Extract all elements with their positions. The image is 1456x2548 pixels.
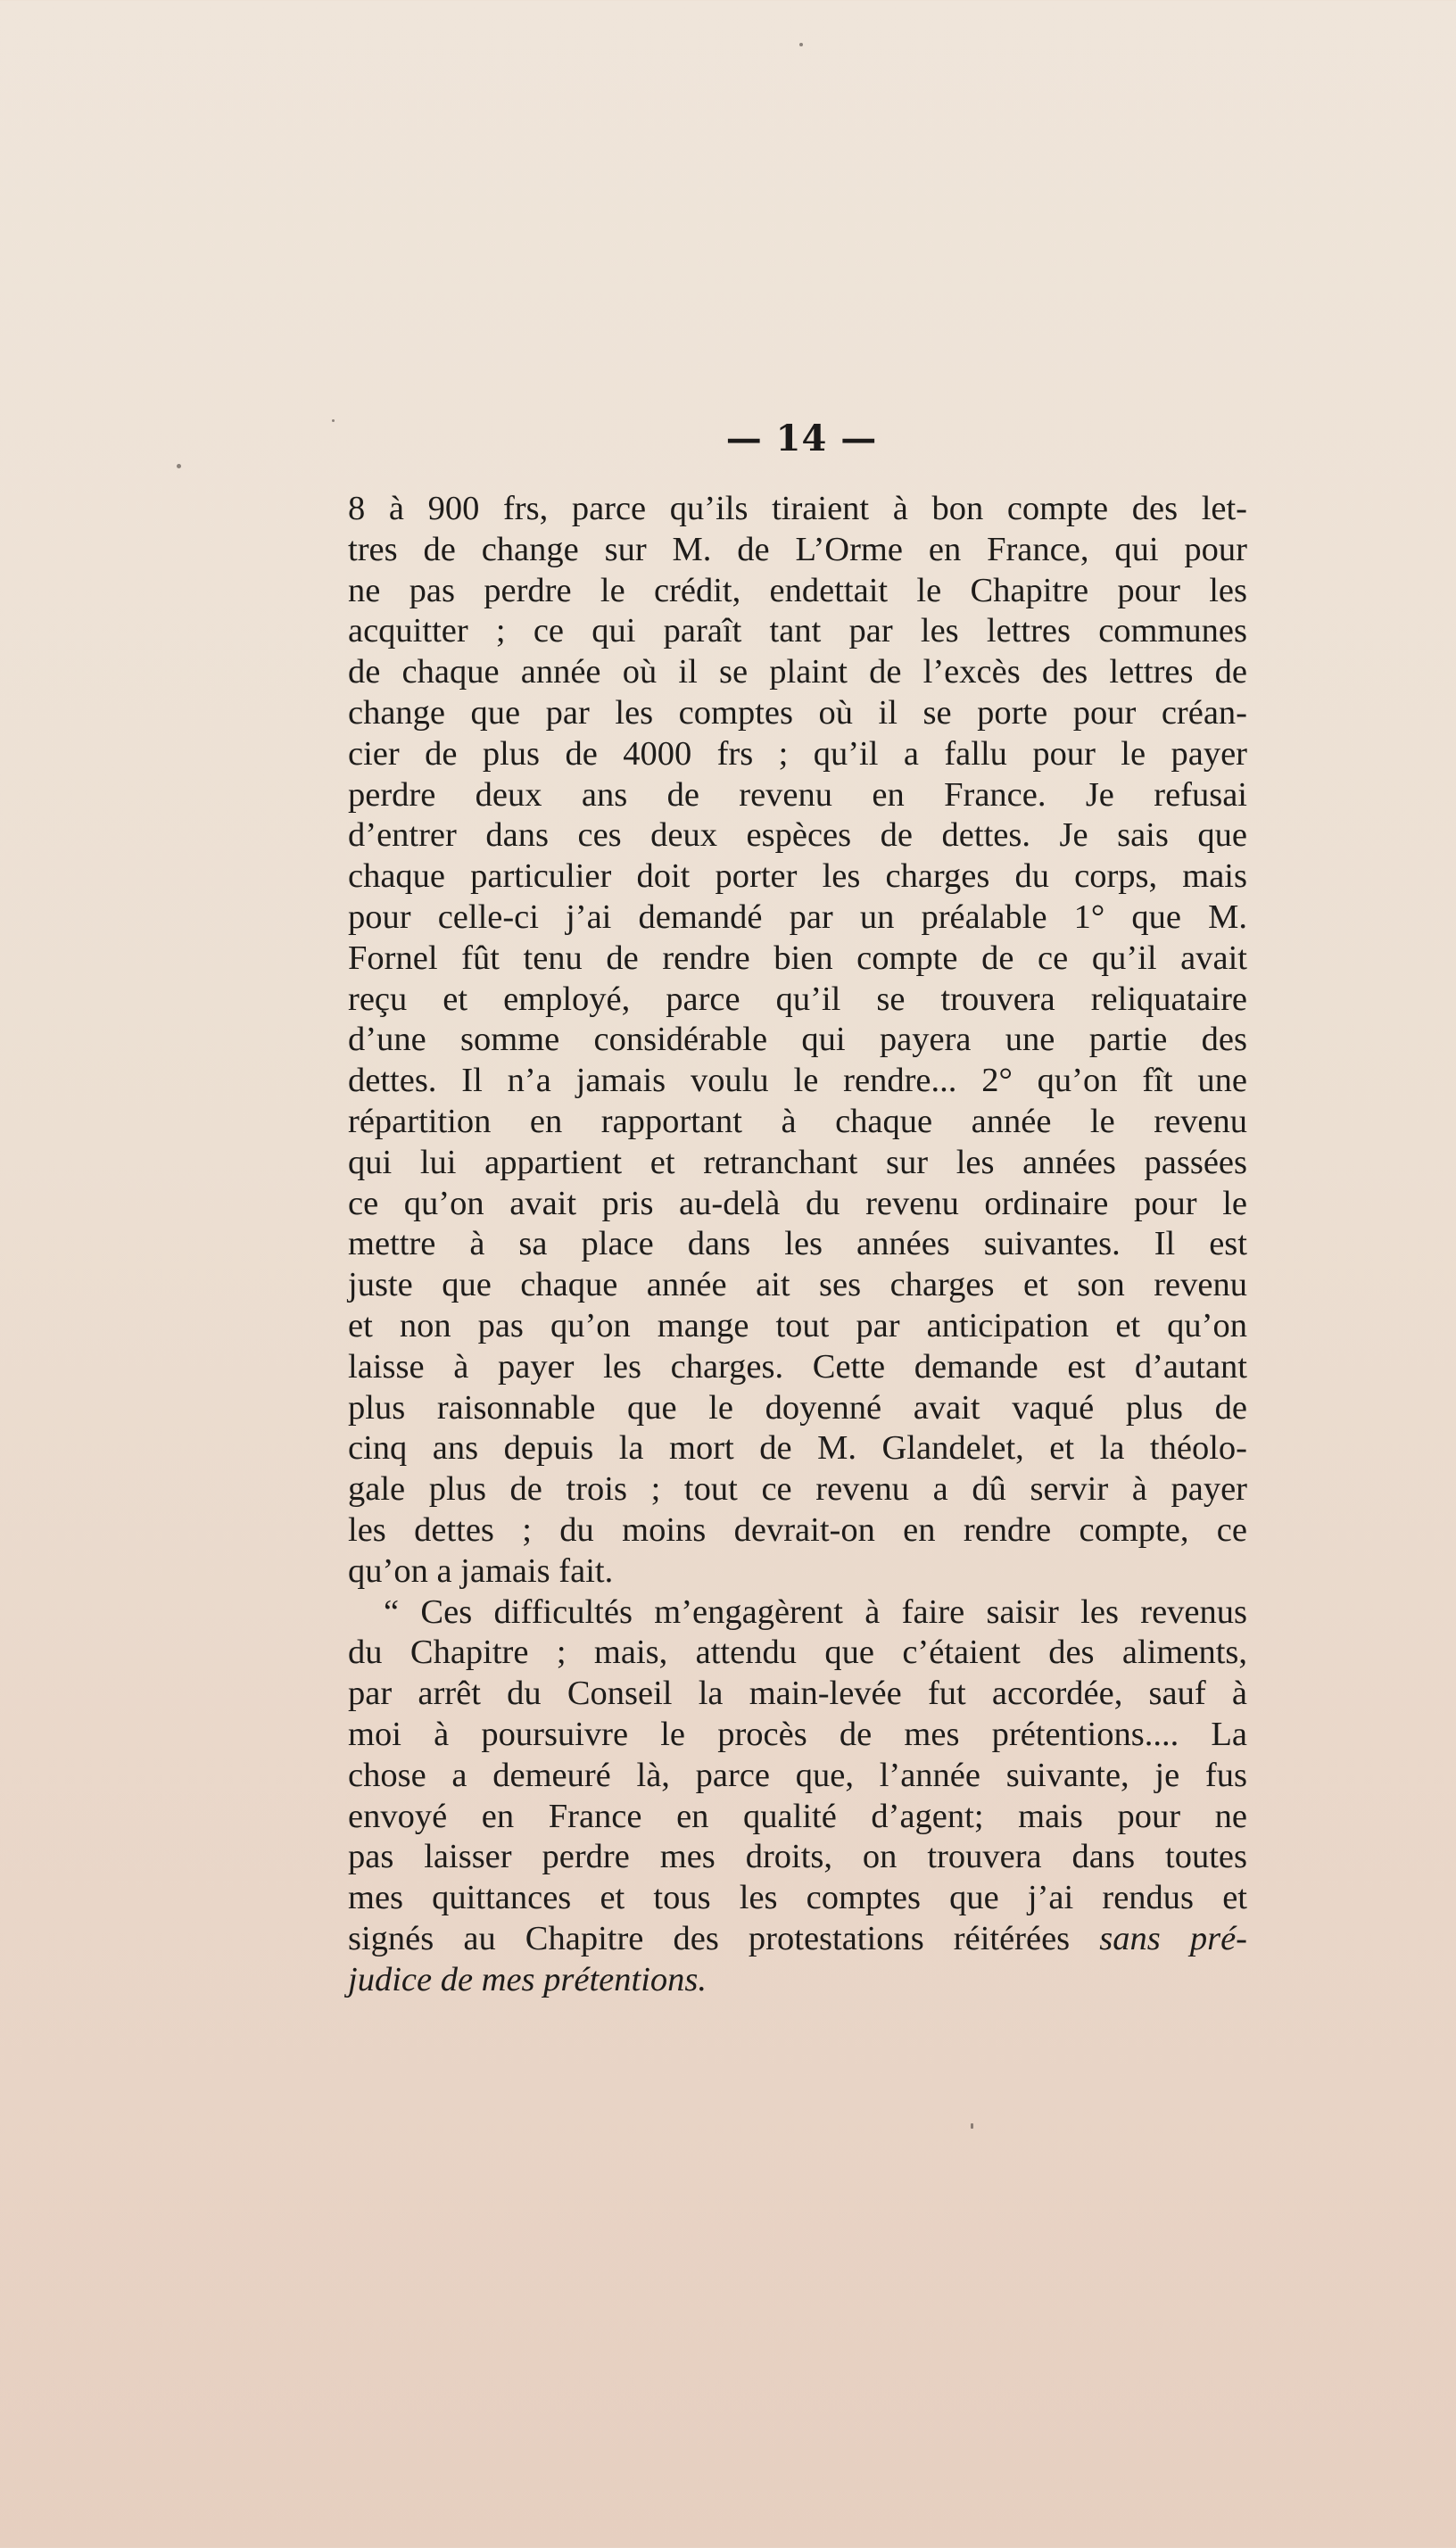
text-line: gale plus de trois ; tout ce revenu a dû servir à payer bbox=[348, 1470, 1247, 1509]
text-line: d’entrer dans ces deux espèces de dettes. Je sais que bbox=[348, 816, 1247, 855]
text-line: du Chapitre ; mais, attendu que c’étaient des aliments, bbox=[348, 1634, 1247, 1672]
paper-speck bbox=[799, 43, 803, 46]
text-line: cier de plus de 4000 frs ; qu’il a fallu pour le payer bbox=[348, 734, 1247, 773]
text-line: Fornel fût tenu de rendre bien compte de ce qu’il avait bbox=[348, 939, 1247, 977]
text-line: chaque particulier doit porter les charges du corps, mais bbox=[348, 857, 1247, 896]
text-line: pas laisser perdre mes droits, on trouvera dans toutes bbox=[348, 1838, 1247, 1876]
text-line: répartition en rapportant à chaque année le revenu bbox=[348, 1102, 1247, 1140]
text-line: pour celle-ci j’ai demandé par un préalable 1° que M. bbox=[348, 898, 1247, 936]
text-line: plus raisonnable que le doyenné avait vaqué plus de bbox=[348, 1388, 1247, 1427]
text-line: par arrêt du Conseil la main-levée fut accordée, sauf à bbox=[348, 1675, 1247, 1713]
text-line: qu’on a jamais fait. bbox=[348, 1551, 614, 1590]
paper-speck bbox=[971, 2123, 973, 2129]
text-line: ne pas perdre le crédit, endettait le Chapitre pour les bbox=[348, 571, 1247, 609]
text-line: juste que chaque année ait ses charges et son revenu bbox=[348, 1266, 1247, 1304]
text-line: qui lui appartient et retranchant sur les années passées bbox=[348, 1143, 1247, 1181]
text-line: mettre à sa place dans les années suivantes. Il est bbox=[348, 1225, 1247, 1263]
text-line: tres de change sur M. de L’Orme en France, qui pour bbox=[348, 530, 1247, 568]
text-line: change que par les comptes où il se porte pour créan- bbox=[348, 693, 1247, 732]
text-line: reçu et employé, parce qu’il se trouvera reliquataire bbox=[348, 980, 1247, 1018]
text-line: moi à poursuivre le procès de mes prétentions.... La bbox=[348, 1715, 1247, 1753]
body-text bbox=[348, 489, 1247, 2000]
text-line: mes quittances et tous les comptes que j’ai rendus et bbox=[348, 1879, 1247, 1917]
text-line: chose a demeuré là, parce que, l’année suivante, je fus bbox=[348, 1756, 1247, 1794]
text-line: envoyé en France en qualité d’agent; mais pour ne bbox=[348, 1797, 1247, 1835]
text-line: et non pas qu’on mange tout par anticipation et qu’on bbox=[348, 1306, 1247, 1344]
text-line: de chaque année où il se plaint de l’excès des lettres de bbox=[348, 653, 1247, 691]
text-line: les dettes ; du moins devrait-on en rendre compte, ce bbox=[348, 1510, 1247, 1549]
text-line: laisse à payer les charges. Cette demande est d’autant bbox=[348, 1347, 1247, 1386]
text-line: “ Ces difficultés m’engagèrent à faire saisir les revenus bbox=[384, 1592, 1247, 1631]
text-line: perdre deux ans de revenu en France. Je refusai bbox=[348, 775, 1247, 814]
italic-phrase: sans pré- bbox=[1099, 1919, 1247, 1957]
text-line: acquitter ; ce qui paraît tant par les lettres communes bbox=[348, 612, 1247, 650]
paper-speck bbox=[332, 419, 335, 422]
text-line: dettes. Il n’a jamais voulu le rendre... 2° qu’on fît une bbox=[348, 1062, 1247, 1100]
text-line-italic: judice de mes prétentions. bbox=[348, 1960, 707, 1998]
page-number: — 14 — bbox=[725, 418, 878, 459]
text-line-roman: signés au Chapitre des protestations réitérées bbox=[348, 1919, 1100, 1957]
text-line: 8 à 900 frs, parce qu’ils tiraient à bon compte des let- bbox=[348, 490, 1247, 527]
paper-speck bbox=[177, 464, 181, 468]
text-line: cinq ans depuis la mort de M. Glandelet, et la théolo- bbox=[348, 1429, 1247, 1468]
text-line: ce qu’on avait pris au-delà du revenu ordinaire pour le bbox=[348, 1184, 1247, 1222]
text-line: d’une somme considérable qui payera une partie des bbox=[348, 1021, 1247, 1059]
text-line-with-italic bbox=[348, 1919, 1247, 1960]
